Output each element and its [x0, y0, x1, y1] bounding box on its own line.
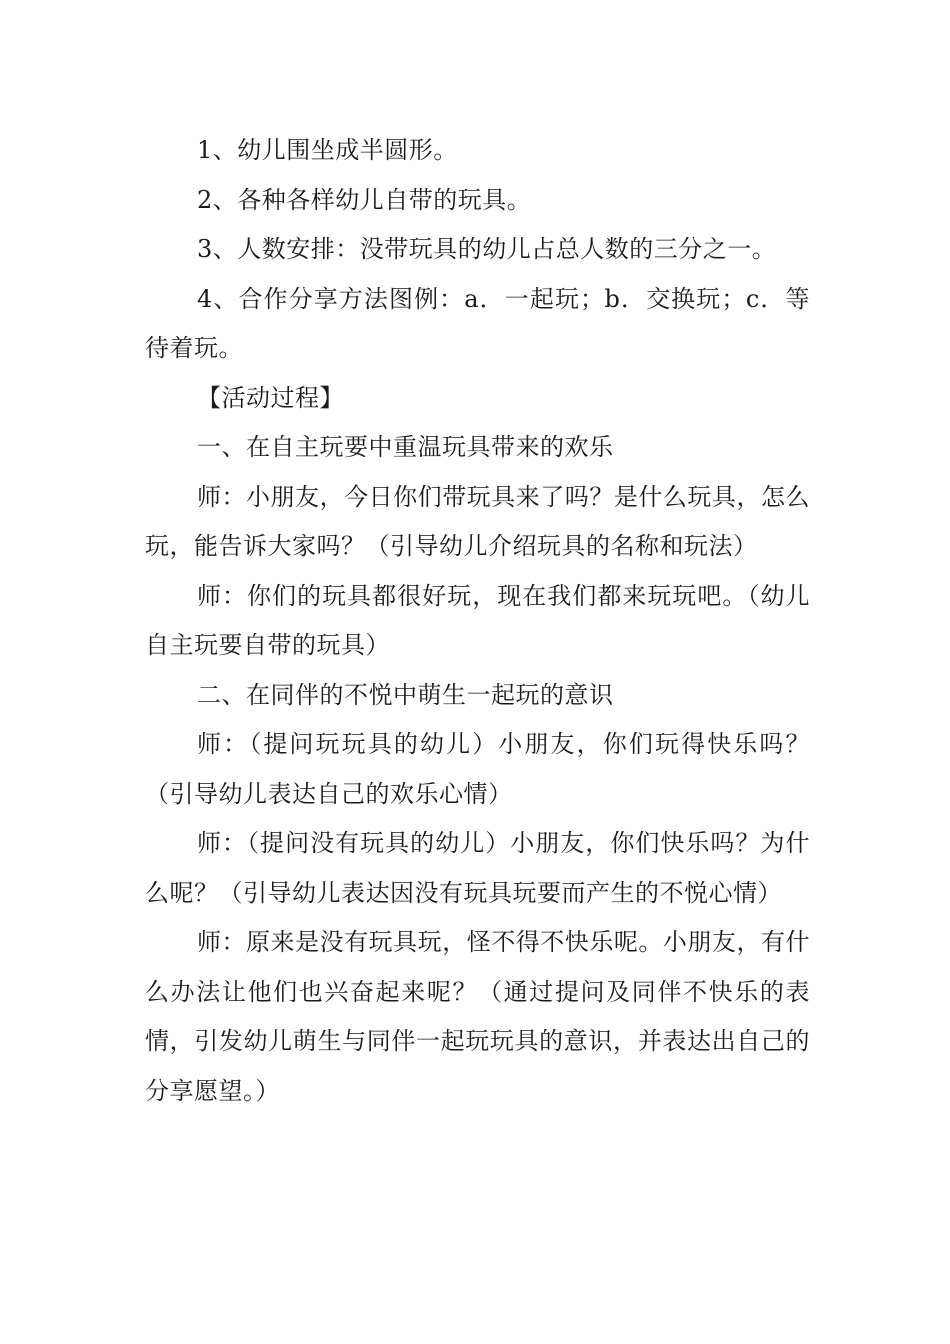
section-heading-2: 二、在同伴的不悦中萌生一起玩的意识 — [197, 680, 614, 709]
paragraph-2: 2、各种各样幼儿自带的玩具。 — [197, 185, 532, 214]
paragraph-10: 师：（提问玩玩具的幼儿）小朋友，你们玩得快乐吗？（引导幼儿表达自己的欢乐心情） — [145, 730, 810, 808]
paragraph-4: 4、合作分享方法图例：a．一起玩；b．交换玩；c．等待着玩。 — [145, 284, 810, 362]
paragraph-3: 3、人数安排：没带玩具的幼儿占总人数的三分之一。 — [197, 235, 777, 263]
section-heading-1: 一、在自主玩要中重温玩具带来的欢乐 — [197, 433, 614, 461]
paragraph-1: 1、幼儿围坐成半圆形。 — [197, 136, 458, 164]
paragraph-8: 师：你们的玩具都很好玩，现在我们都来玩玩吧。（幼儿自主玩要自带的玩具） — [145, 581, 810, 659]
paragraph-7: 师：小朋友，今日你们带玩具来了吗？是什么玩具，怎么玩，能告诉大家吗？（引导幼儿介绍玩具的名称和玩法） — [145, 482, 810, 560]
section-heading-activity-process: 【活动过程】 — [197, 383, 344, 412]
paragraph-11: 师：（提问没有玩具的幼儿）小朋友，你们快乐吗？为什么呢？（引导幼儿表达因没有玩具玩要而产生的不悦心情） — [145, 829, 810, 907]
paragraph-12: 师：原来是没有玩具玩，怪不得不快乐呢。小朋友，有什么办法让他们也兴奋起来呢？（通过提问及同伴不快乐的表情，引发幼儿萌生与同伴一起玩玩具的意识，并表达出自己的分享愿望。） — [145, 928, 810, 1105]
document-page — [145, 126, 810, 1116]
